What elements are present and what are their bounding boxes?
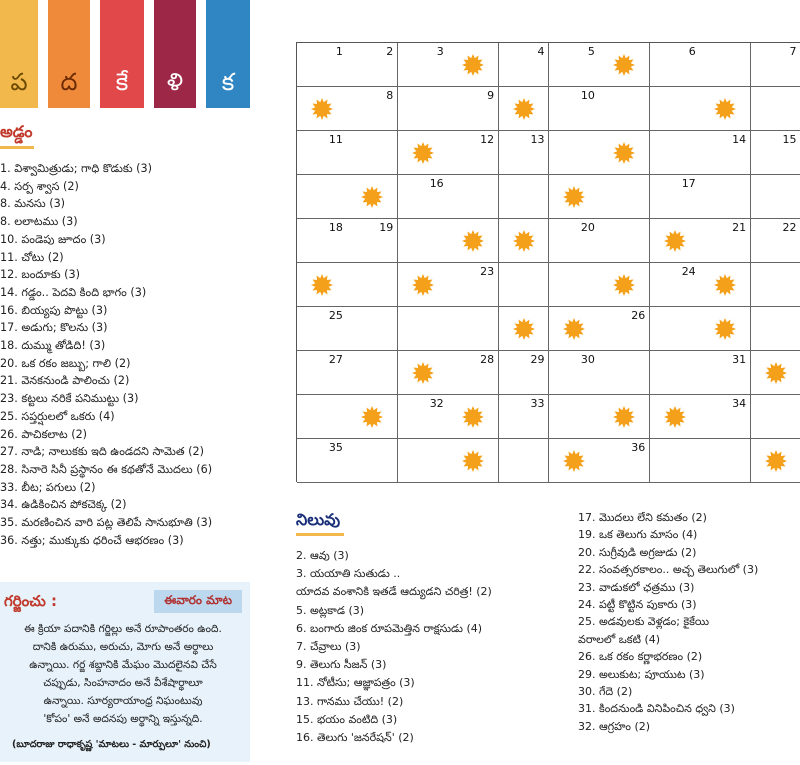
grid-cell[interactable] [347, 351, 398, 395]
blocked-cell [448, 219, 499, 263]
grid-cell[interactable] [751, 131, 800, 175]
grid-cell[interactable] [297, 219, 348, 263]
down-clue: 5. అట్లకాడ (3) [296, 603, 365, 617]
star-icon [612, 141, 636, 165]
down-clue: 11. నోటీసు; ఆజ్ఞాపత్రం (3) [296, 676, 415, 690]
blocked-cell [700, 263, 751, 307]
cell-number: 36 [631, 441, 646, 454]
cell-number: 10 [580, 89, 595, 102]
down-clue: 29. అలుకుట; పూయుట (3) [578, 667, 705, 681]
grid-cell[interactable] [297, 439, 348, 483]
info-body [0, 620, 246, 728]
grid-cell[interactable] [700, 219, 751, 263]
blocked-cell [599, 131, 650, 175]
grid-cell[interactable] [347, 263, 398, 307]
down-clue-list-2 [578, 509, 800, 735]
cell-number: 19 [379, 221, 394, 234]
grid-cell[interactable] [398, 439, 449, 483]
grid-cell[interactable] [499, 175, 550, 219]
grid-cell[interactable] [347, 131, 398, 175]
grid-cell[interactable] [297, 351, 348, 395]
grid-cell[interactable] [599, 439, 650, 483]
star-icon [713, 97, 737, 121]
blocked-cell [650, 219, 701, 263]
grid-cell[interactable] [599, 219, 650, 263]
blocked-cell [448, 43, 499, 87]
star-icon [512, 229, 536, 253]
cell-number: 18 [328, 221, 343, 234]
grid-cell[interactable] [650, 43, 701, 87]
across-clue: 28. సినారె సినీ ప్రస్థానం ఈ కథతోనే మొదలు (6) [0, 462, 213, 476]
grid-cell[interactable] [599, 307, 650, 351]
blocked-cell [347, 175, 398, 219]
across-title: అడ్డం [0, 122, 33, 141]
across-clue: 4. సర్ప శ్వాస (2) [0, 179, 79, 193]
grid-cell[interactable] [650, 351, 701, 395]
grid-cell[interactable] [751, 87, 800, 131]
grid-cell[interactable] [347, 219, 398, 263]
down-clue: 3. యయాతి సుతుడు .. [296, 567, 401, 581]
grid-cell[interactable] [650, 131, 701, 175]
info-line: 'కోపం' అనే అదనపు అర్థాన్ని ఇస్తున్నది. [43, 713, 203, 725]
blocked-cell [599, 43, 650, 87]
down-clue: 23. వాడుకలో ఛత్రము (3) [578, 580, 695, 594]
cell-number: 17 [681, 177, 696, 190]
grid-cell[interactable] [650, 175, 701, 219]
star-icon [612, 405, 636, 429]
blocked-cell [549, 439, 600, 483]
down-clue: 17. మొదలు లేని కమతం (2) [578, 511, 707, 524]
grid-cell[interactable] [650, 307, 701, 351]
cell-number: 30 [580, 353, 595, 366]
cell-number: 14 [732, 133, 747, 146]
info-tag: ఈవారం మాట [154, 590, 242, 613]
blocked-cell [499, 307, 550, 351]
grid-cell[interactable] [700, 43, 751, 87]
grid-cell[interactable] [549, 131, 600, 175]
across-clue: 17. అడుగు; కొలను (3) [0, 321, 108, 335]
grid-cell[interactable] [398, 87, 449, 131]
grid-cell[interactable] [499, 131, 550, 175]
grid-cell[interactable] [347, 439, 398, 483]
grid-cell[interactable] [499, 351, 550, 395]
info-line: చప్పుడు, సింహనాదం అనే వీశేషార్థాలూ [43, 677, 203, 689]
grid-cell[interactable] [448, 87, 499, 131]
grid-cell[interactable] [650, 87, 701, 131]
cell-number: 28 [480, 353, 495, 366]
cell-number: 29 [530, 353, 545, 366]
info-line: దానికి ఉరుము, అరుచు, మోగు అనే అర్థాలు [32, 641, 214, 653]
grid-cell[interactable] [549, 263, 600, 307]
down-clue: 31. కిందనుండి వినిపించిన ధ్వని (3) [578, 702, 735, 716]
grid-cell[interactable] [751, 219, 800, 263]
grid-cell[interactable] [398, 395, 449, 439]
down-clue: వరాలలో ఒకటి (4) [578, 632, 661, 646]
star-icon [461, 53, 485, 77]
grid-cell[interactable] [650, 263, 701, 307]
grid-cell[interactable] [549, 395, 600, 439]
grid-cell[interactable] [448, 307, 499, 351]
star-icon [461, 229, 485, 253]
info-heading: గర్జించు : [4, 592, 58, 610]
blocked-cell [398, 263, 449, 307]
grid-cell[interactable] [448, 131, 499, 175]
cell-number: 12 [480, 133, 495, 146]
across-clue: 16. బియ్యపు పొట్టు (3) [0, 303, 108, 317]
grid-cell[interactable] [599, 351, 650, 395]
cell-number: 34 [732, 397, 747, 410]
down-clue: యాదవ వంశానికి ఇతడే ఆద్యుడని చరిత్ర! (2) [296, 585, 492, 599]
grid-cell[interactable] [700, 351, 751, 395]
grid-cell[interactable] [448, 263, 499, 307]
blocked-cell [599, 395, 650, 439]
blocked-cell [398, 131, 449, 175]
across-clue: 18. దుమ్ము తోడిది! (3) [0, 339, 106, 353]
cell-number: 35 [328, 441, 343, 454]
tile-2 [48, 0, 90, 108]
cell-number: 2 [386, 45, 394, 58]
star-icon [562, 185, 586, 209]
grid-cell[interactable] [751, 307, 800, 351]
cell-number: 26 [631, 309, 646, 322]
blocked-cell [751, 351, 800, 395]
blocked-cell [549, 307, 600, 351]
tile-1 [0, 0, 38, 108]
cell-number: 31 [732, 353, 747, 366]
cell-number: 24 [681, 265, 696, 278]
tile-glyph: ప [10, 68, 28, 96]
star-icon [461, 405, 485, 429]
star-icon [612, 273, 636, 297]
blocked-cell [448, 395, 499, 439]
star-icon [310, 97, 334, 121]
grid-cell[interactable] [347, 87, 398, 131]
star-icon [562, 449, 586, 473]
blocked-cell [751, 439, 800, 483]
down-clue: 15. భయం వంటిది (3) [296, 712, 398, 726]
grid-cell[interactable] [448, 351, 499, 395]
star-icon [663, 229, 687, 253]
down-underline [296, 533, 344, 536]
down-clue: 30. గేదె (2) [578, 685, 633, 699]
blocked-cell [650, 395, 701, 439]
title-tiles [0, 0, 250, 112]
blocked-cell [347, 395, 398, 439]
blocked-cell [297, 263, 348, 307]
grid-cell[interactable] [700, 439, 751, 483]
cell-number: 23 [480, 265, 495, 278]
grid-cell[interactable] [751, 175, 800, 219]
across-clue: 34. ఉడికించిన పోకచెక్క (2) [0, 498, 127, 512]
grid-cell[interactable] [297, 395, 348, 439]
grid-cell[interactable] [297, 307, 348, 351]
grid-cell[interactable] [398, 307, 449, 351]
cell-number: 4 [537, 45, 545, 58]
down-clue: 24. పట్టీ కొట్టిన పుకారు (3) [578, 598, 697, 612]
down-clue: 16. తెలుగు 'జనరేషన్' (2) [296, 731, 414, 745]
info-line: ఈ క్రియా పదానికి గర్జిల్లు అనే రూపాంతరం ఉంది. [24, 623, 222, 635]
cell-number: 3 [436, 45, 444, 58]
star-icon [310, 273, 334, 297]
crossword-grid [296, 42, 800, 482]
down-clue: 32. ఆగ్రహం (2) [578, 719, 651, 733]
star-icon [461, 449, 485, 473]
across-clue: 12. బందూకు (3) [0, 268, 80, 282]
tile-glyph: ద [60, 68, 78, 96]
grid-cell[interactable] [347, 307, 398, 351]
across-clue: 25. సప్తర్షులలో ఒకరు (4) [0, 409, 115, 423]
across-clue: 1. విశ్వామిత్రుడు; గాధి కొడుకు (3) [0, 162, 152, 175]
cell-number: 25 [328, 309, 343, 322]
star-icon [764, 361, 788, 385]
grid-cell[interactable] [499, 43, 550, 87]
star-icon [764, 449, 788, 473]
grid-cell[interactable] [448, 175, 499, 219]
down-title: నిలువు [296, 510, 341, 529]
down-clue: 25. అడవులకు వెళ్లడం; కైకేయి [578, 615, 710, 629]
across-clue: 11. చోటు (2) [0, 250, 64, 264]
down-clue: 6. బంగారు జింక రూపమెత్తిన రాక్షసుడు (4) [296, 621, 483, 635]
across-clue-list [0, 160, 260, 549]
star-icon [360, 185, 384, 209]
grid-cell[interactable] [700, 395, 751, 439]
down-clue: 13. గానము చేయు! (2) [296, 694, 404, 708]
word-of-week-box [0, 582, 250, 762]
cell-number: 20 [580, 221, 595, 234]
blocked-cell [297, 87, 348, 131]
info-line: ఉన్నాయి. సూర్యరాయాంధ్ర నిఘంటువు [43, 695, 203, 707]
across-underline [0, 146, 34, 149]
cell-number: 5 [587, 45, 595, 58]
star-icon [612, 53, 636, 77]
across-clue: 20. ఒక రకం జబ్బు; గాలి (2) [0, 356, 131, 370]
info-source: (బూదరాజు రాధాకృష్ణ 'మాటలు - మార్పులూ' నుంచి) [12, 739, 211, 750]
cell-number: 21 [732, 221, 747, 234]
grid-cell[interactable] [549, 87, 600, 131]
blocked-cell [398, 351, 449, 395]
star-icon [360, 405, 384, 429]
across-clue: 23. కట్టలు నరికే పనిముట్టు (3) [0, 392, 139, 406]
tile-4 [154, 0, 196, 108]
across-clue: 21. వెనకనుండి పాలించు (2) [0, 374, 130, 388]
grid-cell[interactable] [398, 43, 449, 87]
down-clue: 20. సుగ్రీవుడి అగ్రజుడు (2) [578, 545, 697, 559]
cell-number: 33 [530, 397, 545, 410]
grid-cell[interactable] [499, 439, 550, 483]
across-clue: 35. మరణించిన వారి పట్ల తెలిపే సానుభూతి (3) [0, 516, 213, 530]
cell-number: 8 [386, 89, 394, 102]
cell-number: 9 [487, 89, 495, 102]
across-clue: 33. బీట; పగులు (2) [0, 480, 96, 494]
blocked-cell [700, 307, 751, 351]
across-clue: 36. నత్తు; ముక్కుకు ధరించే ఆభరణం (3) [0, 533, 184, 547]
star-icon [663, 405, 687, 429]
across-clue: 14. గడ్డం.. పెదవి కింది భాగం (3) [0, 285, 147, 299]
grid-cell[interactable] [549, 351, 600, 395]
tile-3 [100, 0, 144, 108]
blocked-cell [549, 175, 600, 219]
blocked-cell [599, 263, 650, 307]
down-clue: 22. సంవత్సరకాలం.. అచ్చ తెలుగులో (3) [578, 563, 759, 577]
cell-number: 32 [429, 397, 444, 410]
cell-number: 22 [782, 221, 797, 234]
grid-cell[interactable] [549, 43, 600, 87]
star-icon [411, 141, 435, 165]
grid-cell[interactable] [751, 263, 800, 307]
down-clue: 7. చేవ్రాలు (3) [296, 640, 361, 654]
cell-number: 16 [429, 177, 444, 190]
grid-cell[interactable] [700, 131, 751, 175]
tile-glyph: ళి [166, 68, 184, 96]
blocked-cell [700, 87, 751, 131]
cell-number: 6 [688, 45, 696, 58]
grid-cell[interactable] [599, 175, 650, 219]
across-clue: 27. నాడి; నాలుకకు ఇది ఉండదని సామెత (2) [0, 445, 204, 459]
grid-cell[interactable] [297, 175, 348, 219]
cell-number: 27 [328, 353, 343, 366]
down-clue-list-1 [296, 547, 566, 747]
star-icon [713, 273, 737, 297]
cell-number: 7 [789, 45, 797, 58]
grid-cell[interactable] [499, 263, 550, 307]
across-clue: 10. పండెపు జూదం (3) [0, 232, 106, 246]
tile-glyph: కే [115, 68, 129, 96]
blocked-cell [499, 87, 550, 131]
blocked-cell [448, 439, 499, 483]
star-icon [411, 273, 435, 297]
across-clue: 8. మనసు (3) [0, 197, 66, 211]
grid-cell[interactable] [297, 131, 348, 175]
grid-cell[interactable] [549, 219, 600, 263]
star-icon [713, 317, 737, 341]
grid-cell[interactable] [700, 175, 751, 219]
across-clue: 8. లలాటము (3) [0, 215, 78, 229]
grid-cell[interactable] [398, 175, 449, 219]
down-clue: 26. ఒక రకం కర్ణాభరణం (2) [578, 650, 703, 664]
star-icon [562, 317, 586, 341]
grid-cell[interactable] [751, 395, 800, 439]
grid-cell[interactable] [297, 43, 348, 87]
cell-number: 1 [335, 45, 343, 58]
info-line: ఉన్నాయి. గర్జ శబ్దానికి మేఘం మొదలైనవి చేసే [29, 659, 217, 671]
cell-number: 13 [530, 133, 545, 146]
grid-cell[interactable] [499, 395, 550, 439]
down-clue: 9. తెలుగు సీజన్ (3) [296, 658, 387, 672]
grid-cell[interactable] [751, 43, 800, 87]
across-clue: 26. పాచికలాట (2) [0, 427, 88, 441]
tile-5 [206, 0, 250, 108]
star-icon [512, 97, 536, 121]
grid-cell[interactable] [347, 43, 398, 87]
grid-cell[interactable] [650, 439, 701, 483]
down-clue: 19. ఒక తెలుగు మాసం (4) [578, 528, 698, 542]
grid-cell[interactable] [599, 87, 650, 131]
grid-cell[interactable] [398, 219, 449, 263]
down-clue: 2. ఆవు (3) [296, 549, 349, 562]
blocked-cell [499, 219, 550, 263]
tile-glyph: క [221, 68, 235, 96]
star-icon [512, 317, 536, 341]
cell-number: 15 [782, 133, 797, 146]
star-icon [411, 361, 435, 385]
cell-number: 11 [328, 133, 343, 146]
